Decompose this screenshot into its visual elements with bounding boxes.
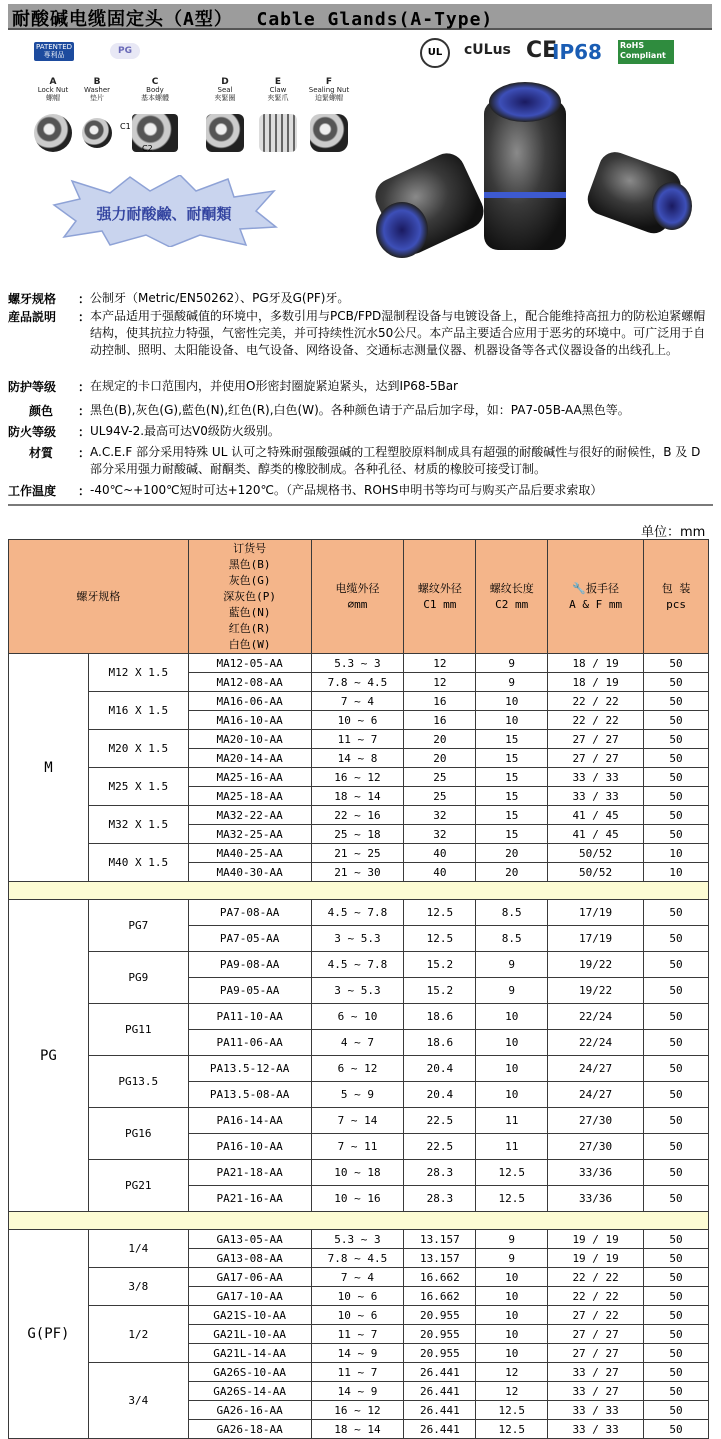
- wrench-size-cell: 22 / 22: [548, 1287, 644, 1306]
- order-number-cell: GA26S-10-AA: [188, 1363, 311, 1382]
- cable-diameter-cell: 16 ~ 12: [311, 1401, 404, 1420]
- order-number-cell: MA40-25-AA: [188, 844, 311, 863]
- wrench-size-cell: 19 / 19: [548, 1230, 644, 1249]
- table-row: [9, 1363, 709, 1382]
- pack-cell: 50: [644, 1249, 709, 1268]
- wrench-size-cell: 33 / 33: [548, 768, 644, 787]
- c2-cell: 12: [476, 1382, 548, 1401]
- ip68-cert-icon: IP68: [552, 40, 602, 64]
- wrench-size-cell: 27/30: [548, 1134, 644, 1160]
- c2-cell: 15: [476, 806, 548, 825]
- cable-diameter-cell: 16 ~ 12: [311, 768, 404, 787]
- part-c: C Body 基本螺體: [130, 78, 180, 102]
- pack-cell: 50: [644, 692, 709, 711]
- pack-cell: 10: [644, 844, 709, 863]
- header-cable: 电缆外径 ∅mm: [311, 540, 404, 654]
- c2-cell: 11: [476, 1134, 548, 1160]
- cable-diameter-cell: 3 ~ 5.3: [311, 978, 404, 1004]
- dim-c2: C2: [142, 144, 153, 153]
- wrench-size-cell: 33/36: [548, 1186, 644, 1212]
- cable-diameter-cell: 7 ~ 4: [311, 692, 404, 711]
- wrench-size-cell: 24/27: [548, 1056, 644, 1082]
- order-number-cell: MA25-16-AA: [188, 768, 311, 787]
- cable-diameter-cell: 7 ~ 14: [311, 1108, 404, 1134]
- c2-cell: 10: [476, 711, 548, 730]
- c2-cell: 10: [476, 1082, 548, 1108]
- header-wrench: 🔧扳手径 A & F mm: [548, 540, 644, 654]
- c2-cell: 9: [476, 673, 548, 692]
- c2-cell: 9: [476, 978, 548, 1004]
- pack-cell: 50: [644, 952, 709, 978]
- order-number-cell: PA13.5-08-AA: [188, 1082, 311, 1108]
- cable-diameter-cell: 10 ~ 6: [311, 1287, 404, 1306]
- table-body: [9, 654, 709, 1439]
- cable-diameter-cell: 18 ~ 14: [311, 1420, 404, 1439]
- c1-cell: 22.5: [404, 1108, 476, 1134]
- size-cell: PG9: [88, 952, 188, 1004]
- sealing-nut-icon: [310, 114, 348, 152]
- group-cell: G(PF): [9, 1230, 89, 1439]
- table-row: [9, 1108, 709, 1134]
- c2-cell: 10: [476, 1030, 548, 1056]
- wrench-size-cell: 22 / 22: [548, 692, 644, 711]
- group-separator: [9, 882, 709, 900]
- c2-cell: 10: [476, 1325, 548, 1344]
- cable-diameter-cell: 25 ~ 18: [311, 825, 404, 844]
- washer-icon: [82, 118, 112, 148]
- divider: [8, 504, 713, 506]
- spec-table: [8, 539, 709, 1439]
- cable-diameter-cell: 10 ~ 6: [311, 1306, 404, 1325]
- pack-cell: 50: [644, 711, 709, 730]
- wrench-size-cell: 27 / 27: [548, 1325, 644, 1344]
- c1-cell: 12: [404, 654, 476, 673]
- c1-cell: 25: [404, 787, 476, 806]
- product-photo: [372, 80, 712, 275]
- pg-badge: PG: [110, 43, 140, 59]
- claw-icon: [259, 114, 297, 152]
- c1-cell: 16.662: [404, 1287, 476, 1306]
- cable-diameter-cell: 18 ~ 14: [311, 787, 404, 806]
- table-row: [9, 1056, 709, 1082]
- c2-cell: 8.5: [476, 926, 548, 952]
- cable-diameter-cell: 7.8 ~ 4.5: [311, 1249, 404, 1268]
- cable-diameter-cell: 6 ~ 10: [311, 1004, 404, 1030]
- size-cell: PG16: [88, 1108, 188, 1160]
- title-bar: [8, 4, 712, 30]
- wrench-size-cell: 19/22: [548, 952, 644, 978]
- pack-cell: 50: [644, 1344, 709, 1363]
- c2-cell: 15: [476, 768, 548, 787]
- part-d: D Seal 夾緊圈: [200, 78, 250, 102]
- order-number-cell: GA26-16-AA: [188, 1401, 311, 1420]
- group-cell: PG: [9, 900, 89, 1212]
- order-number-cell: GA13-05-AA: [188, 1230, 311, 1249]
- order-number-cell: PA13.5-12-AA: [188, 1056, 311, 1082]
- pack-cell: 50: [644, 1030, 709, 1056]
- order-number-cell: MA12-08-AA: [188, 673, 311, 692]
- header-order: 订货号 黑色(B) 灰色(G) 深灰色(P) 藍色(N) 红色(R) 白色(W): [188, 540, 311, 654]
- patented-badge-cn: 専利品: [43, 51, 65, 59]
- cable-diameter-cell: 10 ~ 16: [311, 1186, 404, 1212]
- cable-diameter-cell: 21 ~ 30: [311, 863, 404, 882]
- c2-cell: 11: [476, 1108, 548, 1134]
- wrench-size-cell: 50/52: [548, 863, 644, 882]
- c1-cell: 12.5: [404, 900, 476, 926]
- table-row: [9, 900, 709, 926]
- cable-diameter-cell: 10 ~ 6: [311, 711, 404, 730]
- wrench-size-cell: 27 / 27: [548, 1344, 644, 1363]
- c2-cell: 12.5: [476, 1420, 548, 1439]
- wrench-size-cell: 22/24: [548, 1030, 644, 1056]
- pack-cell: 50: [644, 1082, 709, 1108]
- cable-diameter-cell: 7.8 ~ 4.5: [311, 673, 404, 692]
- pack-cell: 50: [644, 1306, 709, 1325]
- table-row: [9, 952, 709, 978]
- c2-cell: 10: [476, 692, 548, 711]
- order-number-cell: MA12-05-AA: [188, 654, 311, 673]
- size-cell: PG21: [88, 1160, 188, 1212]
- pack-cell: 50: [644, 673, 709, 692]
- size-cell: M20 X 1.5: [88, 730, 188, 768]
- size-cell: 3/4: [88, 1363, 188, 1439]
- c2-cell: 10: [476, 1004, 548, 1030]
- part-a: A Lock Nut 螺帽: [28, 78, 78, 102]
- order-number-cell: GA21L-14-AA: [188, 1344, 311, 1363]
- order-number-cell: PA11-10-AA: [188, 1004, 311, 1030]
- c2-cell: 9: [476, 1249, 548, 1268]
- table-row: [9, 730, 709, 749]
- table-row: [9, 806, 709, 825]
- pack-cell: 50: [644, 730, 709, 749]
- cable-diameter-cell: 3 ~ 5.3: [311, 926, 404, 952]
- size-cell: 3/8: [88, 1268, 188, 1306]
- c2-cell: 12.5: [476, 1186, 548, 1212]
- order-number-cell: MA32-25-AA: [188, 825, 311, 844]
- wrench-size-cell: 22/24: [548, 1004, 644, 1030]
- wrench-size-cell: 33 / 33: [548, 1420, 644, 1439]
- seal-icon: [206, 114, 244, 152]
- c2-cell: 9: [476, 654, 548, 673]
- header-c2: 螺纹长度 C2 mm: [476, 540, 548, 654]
- wrench-size-cell: 27 / 22: [548, 1306, 644, 1325]
- table-row: [9, 692, 709, 711]
- size-cell: PG7: [88, 900, 188, 952]
- cable-diameter-cell: 11 ~ 7: [311, 1363, 404, 1382]
- c1-cell: 16.662: [404, 1268, 476, 1287]
- size-cell: M32 X 1.5: [88, 806, 188, 844]
- ul-cert-icon: UL: [420, 38, 450, 68]
- pack-cell: 50: [644, 1160, 709, 1186]
- c1-cell: 15.2: [404, 978, 476, 1004]
- wrench-size-cell: 17/19: [548, 900, 644, 926]
- order-number-cell: MA32-22-AA: [188, 806, 311, 825]
- cable-diameter-cell: 21 ~ 25: [311, 844, 404, 863]
- c2-cell: 10: [476, 1306, 548, 1325]
- c1-cell: 13.157: [404, 1230, 476, 1249]
- cable-diameter-cell: 5.3 ~ 3: [311, 1230, 404, 1249]
- c2-cell: 20: [476, 844, 548, 863]
- c1-cell: 12.5: [404, 926, 476, 952]
- wrench-size-cell: 33 / 33: [548, 1401, 644, 1420]
- c1-cell: 20: [404, 730, 476, 749]
- c1-cell: 20.955: [404, 1325, 476, 1344]
- c1-cell: 26.441: [404, 1382, 476, 1401]
- wrench-size-cell: 22 / 22: [548, 1268, 644, 1287]
- c2-cell: 9: [476, 952, 548, 978]
- c1-cell: 32: [404, 806, 476, 825]
- c1-cell: 26.441: [404, 1363, 476, 1382]
- wrench-size-cell: 41 / 45: [548, 825, 644, 844]
- c2-cell: 9: [476, 1230, 548, 1249]
- unit-label: 单位：mm: [641, 525, 706, 540]
- c1-cell: 20.4: [404, 1056, 476, 1082]
- c1-cell: 20.955: [404, 1344, 476, 1363]
- pack-cell: 50: [644, 768, 709, 787]
- wrench-size-cell: 27/30: [548, 1108, 644, 1134]
- pack-cell: 50: [644, 1186, 709, 1212]
- c1-cell: 20.955: [404, 1306, 476, 1325]
- header-c1: 螺纹外径 C1 mm: [404, 540, 476, 654]
- cable-diameter-cell: 22 ~ 16: [311, 806, 404, 825]
- c2-cell: 10: [476, 1268, 548, 1287]
- table-row: [9, 1306, 709, 1325]
- c2-cell: 12.5: [476, 1401, 548, 1420]
- order-number-cell: MA40-30-AA: [188, 863, 311, 882]
- order-number-cell: PA16-14-AA: [188, 1108, 311, 1134]
- pack-cell: 50: [644, 825, 709, 844]
- order-number-cell: GA17-06-AA: [188, 1268, 311, 1287]
- pack-cell: 50: [644, 1108, 709, 1134]
- c2-cell: 15: [476, 749, 548, 768]
- table-row: [9, 1230, 709, 1249]
- pack-cell: 50: [644, 787, 709, 806]
- wrench-size-cell: 33/36: [548, 1160, 644, 1186]
- pack-cell: 50: [644, 1134, 709, 1160]
- header-thread: 螺牙规格: [9, 540, 189, 654]
- table-row: [9, 1160, 709, 1186]
- wrench-size-cell: 19 / 19: [548, 1249, 644, 1268]
- cable-diameter-cell: 7 ~ 4: [311, 1268, 404, 1287]
- order-number-cell: MA16-06-AA: [188, 692, 311, 711]
- c1-cell: 28.3: [404, 1186, 476, 1212]
- table-row: [9, 1268, 709, 1287]
- c1-cell: 25: [404, 768, 476, 787]
- cable-diameter-cell: 6 ~ 12: [311, 1056, 404, 1082]
- table-row: [9, 654, 709, 673]
- c2-cell: 15: [476, 825, 548, 844]
- order-number-cell: PA21-18-AA: [188, 1160, 311, 1186]
- order-number-cell: MA20-14-AA: [188, 749, 311, 768]
- size-cell: M25 X 1.5: [88, 768, 188, 806]
- wrench-size-cell: 33 / 33: [548, 787, 644, 806]
- starburst-text: 强力耐酸鹼、耐酮類: [96, 205, 232, 223]
- size-cell: 1/2: [88, 1306, 188, 1363]
- cable-diameter-cell: 14 ~ 9: [311, 1382, 404, 1401]
- pack-cell: 50: [644, 654, 709, 673]
- part-b: B Washer 垫片: [72, 78, 122, 102]
- order-number-cell: PA16-10-AA: [188, 1134, 311, 1160]
- size-cell: M12 X 1.5: [88, 654, 188, 692]
- cable-diameter-cell: 11 ~ 7: [311, 730, 404, 749]
- order-number-cell: PA21-16-AA: [188, 1186, 311, 1212]
- pack-cell: 50: [644, 1004, 709, 1030]
- order-number-cell: PA9-08-AA: [188, 952, 311, 978]
- order-number-cell: GA21L-10-AA: [188, 1325, 311, 1344]
- c1-cell: 13.157: [404, 1249, 476, 1268]
- group-separator: [9, 1212, 709, 1230]
- wrench-size-cell: 22 / 22: [548, 711, 644, 730]
- order-number-cell: PA11-06-AA: [188, 1030, 311, 1056]
- rohs-cert-icon: RoHS Compliant: [618, 40, 674, 64]
- pack-cell: 10: [644, 863, 709, 882]
- c1-cell: 28.3: [404, 1160, 476, 1186]
- pack-cell: 50: [644, 1056, 709, 1082]
- table-row: [9, 844, 709, 863]
- pack-cell: 50: [644, 926, 709, 952]
- table-row: [9, 768, 709, 787]
- pack-cell: 50: [644, 1420, 709, 1439]
- c2-cell: 12.5: [476, 1160, 548, 1186]
- cable-diameter-cell: 14 ~ 9: [311, 1344, 404, 1363]
- pack-cell: 50: [644, 1401, 709, 1420]
- wrench-size-cell: 27 / 27: [548, 730, 644, 749]
- wrench-size-cell: 33 / 27: [548, 1363, 644, 1382]
- table-row: [9, 1004, 709, 1030]
- pack-cell: 50: [644, 749, 709, 768]
- page-title: 耐酸碱电缆固定头（A型） Cable Glands(A-Type): [12, 9, 494, 30]
- c2-cell: 12: [476, 1363, 548, 1382]
- pack-cell: 50: [644, 1382, 709, 1401]
- order-number-cell: GA21S-10-AA: [188, 1306, 311, 1325]
- wrench-size-cell: 17/19: [548, 926, 644, 952]
- cable-diameter-cell: 10 ~ 18: [311, 1160, 404, 1186]
- order-number-cell: GA13-08-AA: [188, 1249, 311, 1268]
- size-cell: PG13.5: [88, 1056, 188, 1108]
- cable-diameter-cell: 4.5 ~ 7.8: [311, 900, 404, 926]
- c1-cell: 26.441: [404, 1420, 476, 1439]
- c1-cell: 12: [404, 673, 476, 692]
- wrench-size-cell: 18 / 19: [548, 654, 644, 673]
- c2-cell: 10: [476, 1056, 548, 1082]
- cable-diameter-cell: 7 ~ 11: [311, 1134, 404, 1160]
- order-number-cell: GA26S-14-AA: [188, 1382, 311, 1401]
- cable-diameter-cell: 4 ~ 7: [311, 1030, 404, 1056]
- group-cell: M: [9, 654, 89, 882]
- dim-c1: C1: [120, 122, 131, 131]
- starburst-banner: [50, 175, 278, 247]
- size-cell: M40 X 1.5: [88, 844, 188, 882]
- patented-badge: [34, 42, 74, 61]
- pack-cell: 50: [644, 900, 709, 926]
- order-number-cell: PA9-05-AA: [188, 978, 311, 1004]
- c1-cell: 32: [404, 825, 476, 844]
- wrench-size-cell: 27 / 27: [548, 749, 644, 768]
- pack-cell: 50: [644, 978, 709, 1004]
- wrench-size-cell: 41 / 45: [548, 806, 644, 825]
- cable-diameter-cell: 5 ~ 9: [311, 1082, 404, 1108]
- pack-cell: 50: [644, 1287, 709, 1306]
- c1-cell: 26.441: [404, 1401, 476, 1420]
- c1-cell: 22.5: [404, 1134, 476, 1160]
- wrench-size-cell: 18 / 19: [548, 673, 644, 692]
- order-number-cell: PA7-08-AA: [188, 900, 311, 926]
- c1-cell: 20: [404, 749, 476, 768]
- header-pack: 包 装 pcs: [644, 540, 709, 654]
- order-number-cell: MA16-10-AA: [188, 711, 311, 730]
- wrench-icon: 🔧: [572, 581, 586, 595]
- culus-cert-icon: cULus: [464, 42, 511, 58]
- size-cell: M16 X 1.5: [88, 692, 188, 730]
- c1-cell: 40: [404, 863, 476, 882]
- size-cell: PG11: [88, 1004, 188, 1056]
- c1-cell: 18.6: [404, 1030, 476, 1056]
- pack-cell: 50: [644, 1268, 709, 1287]
- order-number-cell: GA17-10-AA: [188, 1287, 311, 1306]
- c1-cell: 18.6: [404, 1004, 476, 1030]
- c2-cell: 8.5: [476, 900, 548, 926]
- cable-diameter-cell: 4.5 ~ 7.8: [311, 952, 404, 978]
- ce-cert-icon: CE: [526, 38, 558, 63]
- wrench-size-cell: 19/22: [548, 978, 644, 1004]
- part-e: E Claw 夾緊爪: [253, 78, 303, 102]
- c1-cell: 16: [404, 692, 476, 711]
- wrench-size-cell: 33 / 27: [548, 1382, 644, 1401]
- c1-cell: 15.2: [404, 952, 476, 978]
- size-cell: 1/4: [88, 1230, 188, 1268]
- c1-cell: 16: [404, 711, 476, 730]
- pack-cell: 50: [644, 806, 709, 825]
- cable-diameter-cell: 5.3 ~ 3: [311, 654, 404, 673]
- body-icon: [132, 114, 178, 152]
- part-f: F Sealing Nut 迫緊螺帽: [304, 78, 354, 102]
- patented-badge-en: PATENTED: [35, 43, 73, 51]
- order-number-cell: PA7-05-AA: [188, 926, 311, 952]
- c1-cell: 20.4: [404, 1082, 476, 1108]
- pack-cell: 50: [644, 1230, 709, 1249]
- c2-cell: 10: [476, 1287, 548, 1306]
- order-number-cell: MA20-10-AA: [188, 730, 311, 749]
- pack-cell: 50: [644, 1363, 709, 1382]
- c2-cell: 15: [476, 787, 548, 806]
- c2-cell: 20: [476, 863, 548, 882]
- cable-diameter-cell: 14 ~ 8: [311, 749, 404, 768]
- c2-cell: 15: [476, 730, 548, 749]
- wrench-size-cell: 50/52: [548, 844, 644, 863]
- cable-diameter-cell: 11 ~ 7: [311, 1325, 404, 1344]
- pack-cell: 50: [644, 1325, 709, 1344]
- lock-nut-icon: [34, 114, 72, 152]
- wrench-size-cell: 24/27: [548, 1082, 644, 1108]
- order-number-cell: MA25-18-AA: [188, 787, 311, 806]
- order-number-cell: GA26-18-AA: [188, 1420, 311, 1439]
- c1-cell: 40: [404, 844, 476, 863]
- c2-cell: 10: [476, 1344, 548, 1363]
